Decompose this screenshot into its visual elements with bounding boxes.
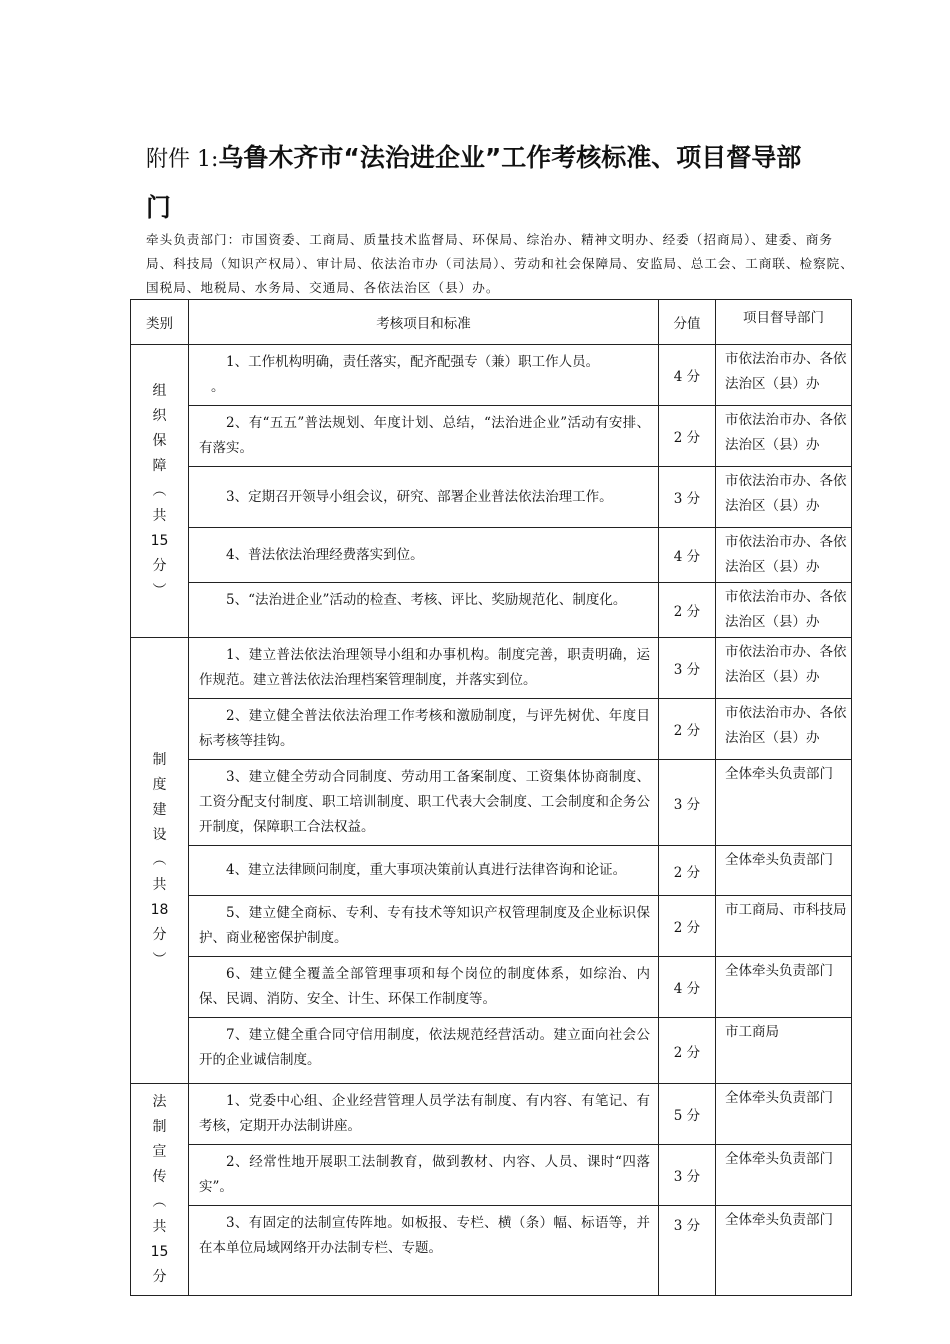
score-cell: 2 分 [659,846,716,896]
item-cell: 2、经常性地开展职工法制教育，做到教材、内容、人员、课时“四落实”。 [189,1145,659,1206]
score-cell: 3 分 [659,638,716,699]
table-row [131,528,852,583]
title-prefix: 附件 1: [146,147,219,172]
dept-cell: 市工商局、市科技局 [716,896,852,957]
dept-cell: 市依法治市办、各依法治区（县）办 [716,583,852,638]
category-label: 组 织 保 障 ︵ 共 15 分 ︶ [150,382,169,599]
score-cell: 3 分 [659,1145,716,1206]
table-row [131,467,852,528]
table-row [131,760,852,846]
table-row [131,638,852,699]
item-cell: 4、普法依法治理经费落实到位。 [189,528,659,583]
table-row [131,583,852,638]
dept-cell: 全体牵头负责部门 [716,957,852,1018]
item-cell: 3、定期召开领导小组会议，研究、部署企业普法依法治理工作。 [189,467,659,528]
score-cell: 2 分 [659,699,716,760]
dept-cell: 全体牵头负责部门 [716,1145,852,1206]
score-cell: 4 分 [659,528,716,583]
table-row [131,1018,852,1084]
dept-cell: 市依法治市办、各依法治区（县）办 [716,406,852,467]
item-cell: 2、有“五五”普法规划、年度计划、总结，“法治进企业”活动有安排、有落实。 [189,406,659,467]
dept-cell: 市依法治市办、各依法治区（县）办 [716,699,852,760]
score-cell: 3 分 [659,467,716,528]
category-cell [131,638,189,1084]
table-row [131,896,852,957]
category-cell [131,1084,189,1296]
item-cell: 1、工作机构明确，责任落实，配齐配强专（兼）职工作人员。 。 [189,345,659,406]
table-row [131,1206,852,1296]
item-cell: 5、“法治进企业”活动的检查、考核、评比、奖励规范化、制度化。 [189,583,659,638]
table-row [131,1084,852,1145]
category-label: 法 制 宣 传 ︵ 共 15 分 [150,1093,169,1285]
score-cell: 2 分 [659,896,716,957]
item-cell: 3、有固定的法制宣传阵地。如板报、专栏、横（条）幅、标语等，并在本单位局域网络开办法制专栏、专题。 [189,1206,659,1296]
category-label: 制 度 建 设 ︵ 共 18 分 ︶ [150,752,169,968]
dept-cell: 市依法治市办、各依法治区（县）办 [716,467,852,528]
title-main: 乌鲁木齐市“法治进企业”工作考核标准、项目督导部门 [146,143,802,222]
item-cell: 1、党委中心组、企业经营管理人员学法有制度、有内容、有笔记、有考核，定期开办法制讲座。 [189,1084,659,1145]
dept-cell: 全体牵头负责部门 [716,1206,852,1296]
score-cell: 3 分 [659,760,716,846]
table-row [131,1145,852,1206]
dept-cell: 全体牵头负责部门 [716,846,852,896]
dept-cell: 全体牵头负责部门 [716,1084,852,1145]
item-cell: 7、建立健全重合同守信用制度，依法规范经营活动。建立面向社会公开的企业诚信制度。 [189,1018,659,1084]
header-category: 类别 [131,300,189,345]
dept-cell: 市依法治市办、各依法治区（县）办 [716,528,852,583]
score-cell: 5 分 [659,1084,716,1145]
header-dept: 项目督导部门 [716,300,852,345]
category-cell [131,345,189,638]
score-cell: 2 分 [659,406,716,467]
table-row [131,345,852,406]
item-cell: 4、建立法律顾问制度，重大事项决策前认真进行法律咨询和论证。 [189,846,659,896]
item-cell: 2、建立健全普法依法治理工作考核和激励制度，与评先树优、年度目标考核等挂钩。 [189,699,659,760]
score-cell: 4 分 [659,957,716,1018]
table-row [131,957,852,1018]
table-row [131,846,852,896]
dept-cell: 市依法治市办、各依法治区（县）办 [716,638,852,699]
item-cell: 6、建立健全覆盖全部管理事项和每个岗位的制度体系，如综治、内保、民调、消防、安全、计生、环保工作制度等。 [189,957,659,1018]
header-item: 考核项目和标准 [189,300,659,345]
dept-cell: 全体牵头负责部门 [716,760,852,846]
dept-cell: 市依法治市办、各依法治区（县）办 [716,345,852,406]
header-score: 分值 [659,300,716,345]
assessment-table [130,299,852,1296]
dept-cell: 市工商局 [716,1018,852,1084]
score-cell: 3 分 [659,1206,716,1296]
score-cell: 2 分 [659,1018,716,1084]
item-cell: 1、建立普法依法治理领导小组和办事机构。制度完善，职责明确，运作规范。建立普法依法治理档案管理制度，并落实到位。 [189,638,659,699]
document-title [146,134,826,232]
lead-departments-paragraph: 牵头负责部门：市国资委、工商局、质量技术监督局、环保局、综治办、精神文明办、经委（招商局）、建委、商务局、科技局（知识产权局）、审计局、依法治市办（司法局）、劳动和社会保障局、安监局、总工会、工商联、检察院、国税局、地税局、水务局、交通局、各依法治区（县）办。 [146,232,854,295]
score-cell: 2 分 [659,583,716,638]
item-cell: 5、建立健全商标、专利、专有技术等知识产权管理制度及企业标识保护、商业秘密保护制度。 [189,896,659,957]
item-cell: 3、建立健全劳动合同制度、劳动用工备案制度、工资集体协商制度、工资分配支付制度、职工培训制度、职工代表大会制度、工会制度和企务公开制度，保障职工合法权益。 [189,760,659,846]
header-row [131,300,852,345]
table-row [131,699,852,760]
score-cell: 4 分 [659,345,716,406]
table-row [131,406,852,467]
